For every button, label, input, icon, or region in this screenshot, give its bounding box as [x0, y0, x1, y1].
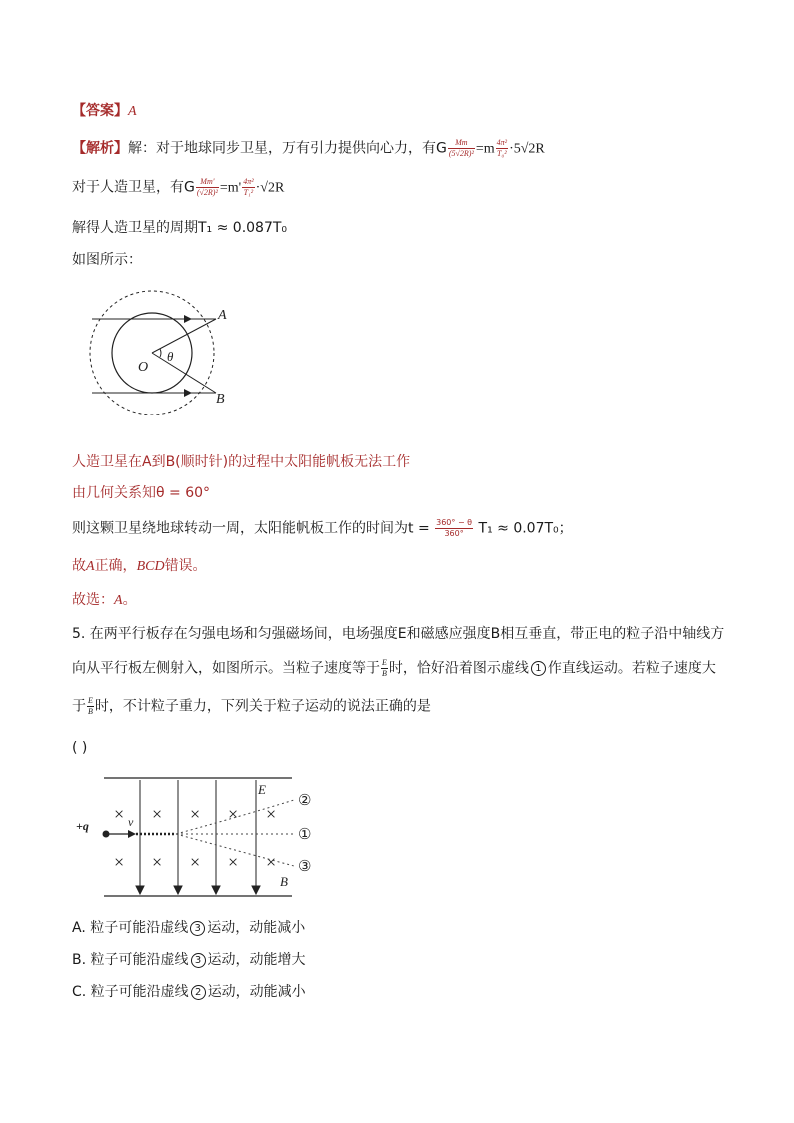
- fraction: [435, 518, 473, 539]
- option-c: [72, 982, 306, 1002]
- text-part: A: [86, 559, 95, 574]
- plates-diagram: [72, 772, 332, 902]
- field-arrow: [174, 886, 182, 894]
- fraction: [448, 138, 475, 159]
- cross-mark: ×: [152, 852, 163, 872]
- equation-part: =m': [219, 180, 242, 196]
- fraction-numerator: E: [382, 658, 387, 667]
- text-part: 错误。: [164, 558, 207, 574]
- analysis-line-8: [72, 556, 207, 577]
- answer-bracket: ( ): [72, 740, 88, 756]
- analysis-line-1: [72, 138, 545, 160]
- fraction-denominator: B: [382, 669, 387, 678]
- label-B: B: [216, 392, 225, 407]
- text-part: 时，恰好沿着图示虚线: [388, 660, 529, 677]
- text-part: BCD: [136, 559, 165, 574]
- label-circle-1: ①: [298, 827, 312, 843]
- cross-mark: ×: [114, 804, 125, 824]
- label-charge: +q: [76, 819, 89, 833]
- label-A: A: [218, 308, 227, 323]
- arrow-head-top: [184, 315, 192, 323]
- option-b: [72, 950, 306, 970]
- fraction: [87, 696, 94, 717]
- cross-mark: ×: [152, 804, 163, 824]
- arrow-head-bottom: [184, 389, 192, 397]
- circled-number: 2: [191, 985, 206, 1000]
- fraction-numerator: 4π²: [243, 177, 254, 186]
- analysis-text-2: 对于人造卫星，有G: [72, 179, 195, 196]
- field-arrow: [136, 886, 144, 894]
- orbit-diagram: [72, 285, 262, 415]
- text-part: 作直线运动。若粒子速度大: [547, 660, 716, 677]
- fraction-denominator: (√2R)²: [196, 188, 218, 197]
- analysis-line-7: [72, 518, 573, 539]
- analysis-line-3: 解得人造卫星的周期T₁ ≈ 0.087T₀: [72, 220, 288, 236]
- equation-part: =m: [475, 141, 495, 157]
- line-O-to-B: [152, 353, 216, 393]
- label-velocity: v: [128, 815, 134, 829]
- analysis-line-2: [72, 177, 284, 199]
- analysis-text-7: 则这颗卫星绕地球转动一周，太阳能帆板工作的时间为t =: [72, 520, 435, 537]
- answer-tag: 【答案】: [72, 103, 128, 119]
- analysis-text-1: 解：对于地球同步卫星，万有引力提供向心力，有G: [128, 140, 447, 157]
- question-line-1: 5. 在两平行板存在匀强电场和匀强磁场间，电场强度E和磁感应强度B相互垂直，带正电的粒子沿中轴线方: [72, 626, 725, 642]
- field-arrow: [212, 886, 220, 894]
- field-arrow: [252, 886, 260, 894]
- text-part: 故: [72, 558, 86, 574]
- option-text: 运动，动能减小: [207, 920, 306, 936]
- label-O: O: [138, 360, 149, 375]
- question-line-3: [72, 696, 431, 717]
- circled-number: 3: [190, 921, 205, 936]
- cross-mark: ×: [228, 804, 239, 824]
- cross-mark: ×: [190, 852, 201, 872]
- fraction: [381, 658, 388, 679]
- label-B: B: [280, 874, 288, 889]
- magnetic-field-crosses: [114, 804, 276, 872]
- circled-number: 3: [191, 953, 206, 968]
- electric-field-lines: [136, 780, 260, 894]
- fraction-denominator: T₁²: [243, 188, 254, 197]
- fraction-numerator: 360° − θ: [436, 518, 473, 527]
- fraction-denominator: B: [88, 707, 93, 716]
- text-part: 向从平行板左侧射入，如图所示。当粒子速度等于: [72, 660, 380, 677]
- label-circle-2: ②: [298, 793, 312, 809]
- analysis-line-4: 如图所示：: [72, 252, 142, 268]
- fraction-numerator: E: [88, 696, 93, 705]
- text-part: 时，不计粒子重力，下列关于粒子运动的说法正确的是: [94, 698, 431, 715]
- cross-mark: ×: [266, 852, 277, 872]
- option-text: 运动，动能减小: [207, 984, 306, 1000]
- question-line-2: [72, 658, 716, 679]
- analysis-line-6: 由几何关系知θ = 60°: [72, 485, 211, 501]
- text-part: A: [114, 593, 123, 608]
- option-text: 运动，动能增大: [207, 952, 306, 968]
- option-text: B. 粒子可能沿虚线: [72, 952, 189, 968]
- fraction-numerator: 4π²: [496, 138, 508, 147]
- cross-mark: ×: [114, 852, 125, 872]
- analysis-line-5: 人造卫星在A到B(顺时针)的过程中太阳能帆板无法工作: [72, 454, 411, 470]
- fraction-numerator: Mm': [196, 177, 219, 188]
- angle-arc: [160, 349, 161, 357]
- cross-mark: ×: [266, 804, 277, 824]
- equation-part: ·5√2R: [509, 141, 545, 157]
- text-part: 于: [72, 698, 86, 715]
- fraction: [496, 138, 508, 159]
- answer-value: A: [128, 104, 137, 119]
- fraction: [196, 177, 219, 198]
- option-a: [72, 918, 305, 938]
- label-circle-3: ③: [298, 859, 312, 875]
- fraction-denominator: T₀²: [497, 149, 507, 158]
- analysis-line-9: [72, 590, 137, 611]
- equation-part: T₁ ≈ 0.07T₀；: [474, 520, 573, 537]
- circled-number: 1: [531, 661, 546, 676]
- equation-part: ·√2R: [255, 180, 285, 196]
- text-part: 。: [122, 592, 137, 608]
- fraction-denominator: 360°: [444, 529, 464, 538]
- line-O-to-A: [152, 319, 216, 353]
- analysis-tag: 【解析】: [72, 140, 128, 157]
- option-text: A. 粒子可能沿虚线: [72, 920, 189, 936]
- label-E: E: [258, 782, 266, 797]
- label-theta: θ: [167, 349, 174, 364]
- fraction: [242, 177, 254, 198]
- option-text: C. 粒子可能沿虚线: [72, 984, 189, 1000]
- cross-mark: ×: [228, 852, 239, 872]
- cross-mark: ×: [190, 804, 201, 824]
- velocity-arrow-head: [128, 830, 136, 838]
- answer-line: [72, 101, 137, 122]
- fraction-denominator: (5√2R)²: [448, 149, 474, 158]
- fraction-numerator: Mm: [448, 138, 475, 149]
- text-part: 故选：: [72, 592, 114, 608]
- text-part: 正确，: [94, 558, 137, 574]
